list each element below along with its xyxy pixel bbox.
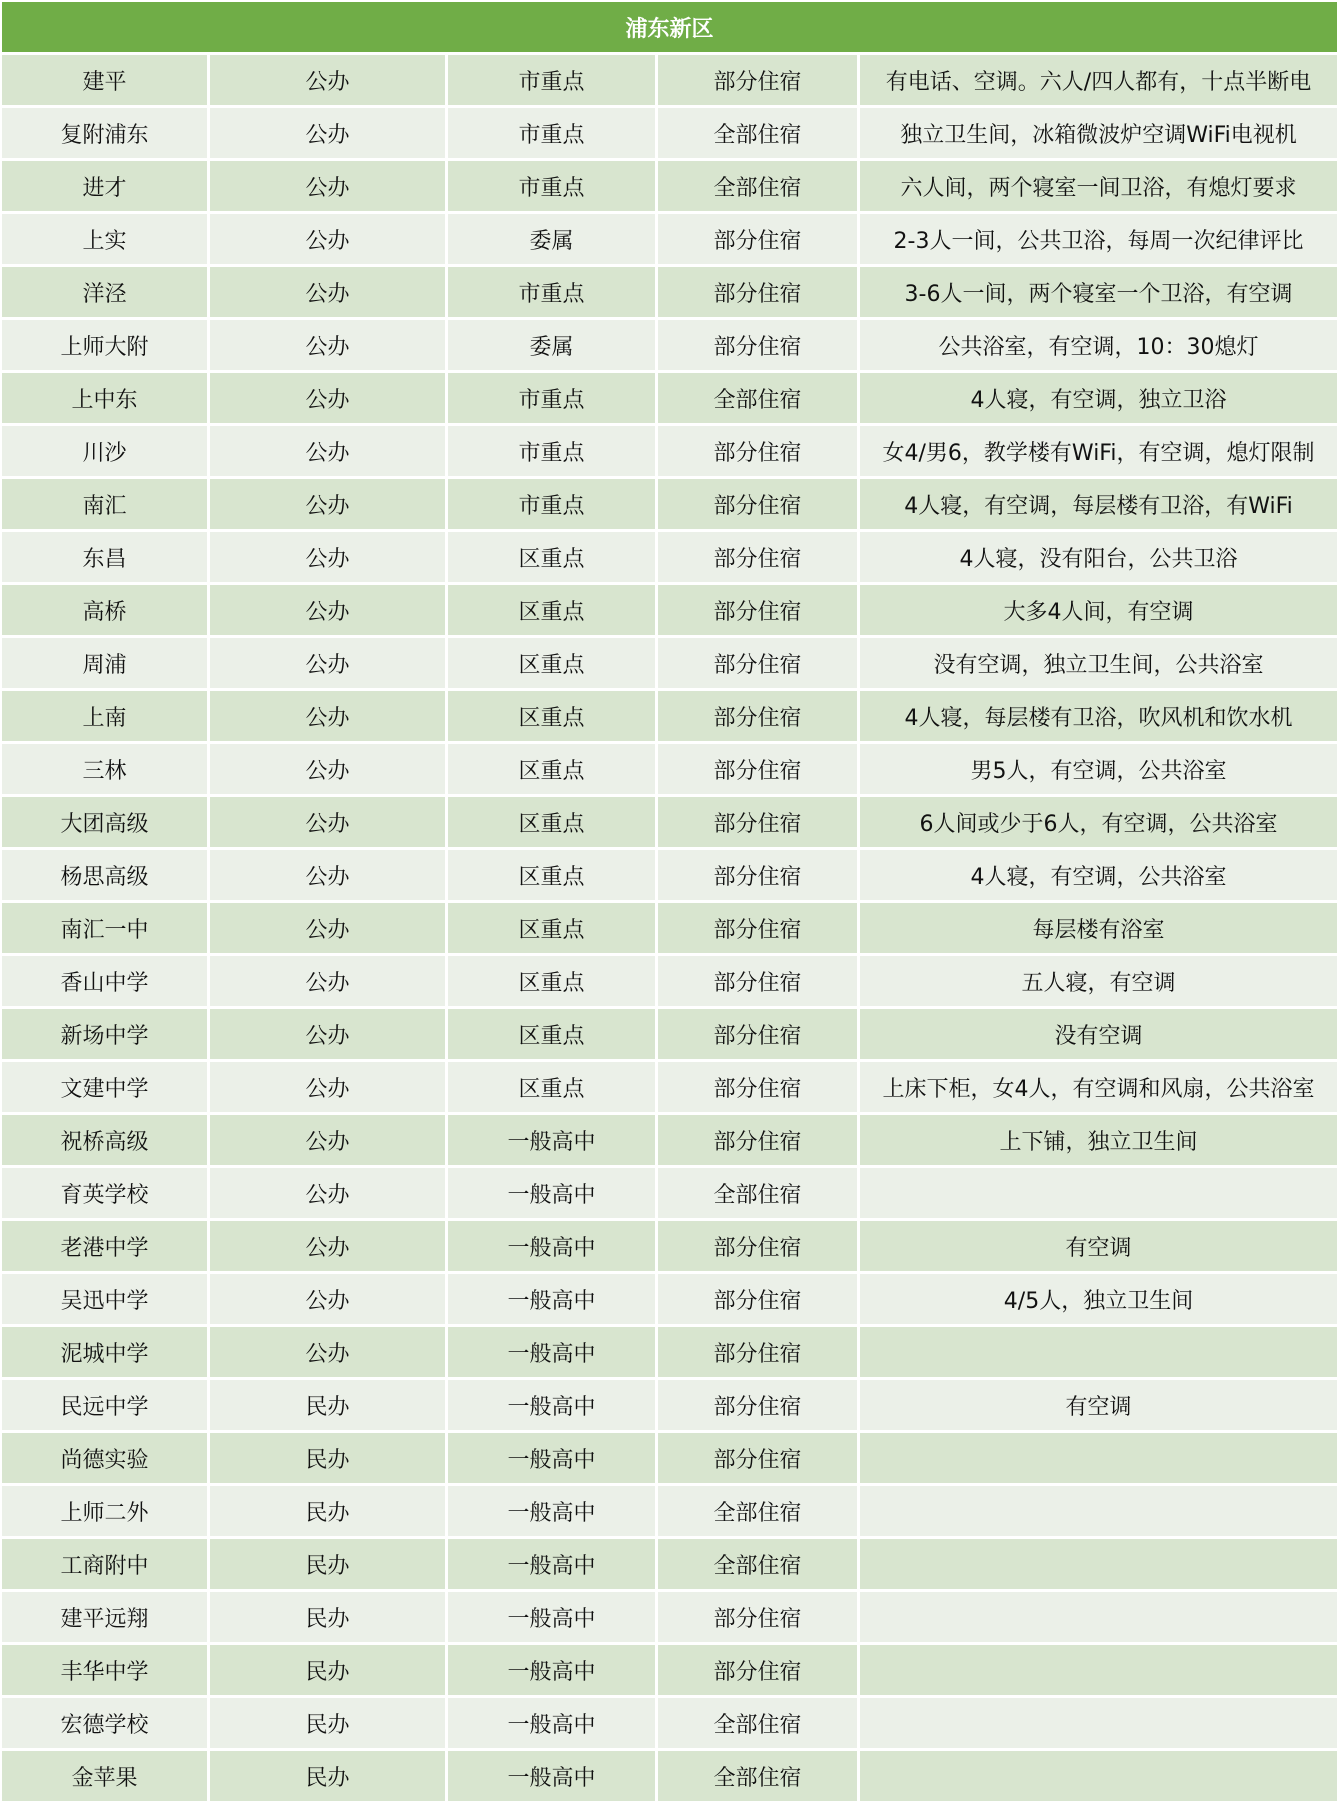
table-row bbox=[2, 638, 1337, 691]
school-type-cell: 民办 bbox=[210, 1433, 448, 1486]
school-level-cell: 区重点 bbox=[448, 744, 658, 797]
school-type-cell: 公办 bbox=[210, 426, 448, 479]
dorm-note-cell: 4人寝，有空调，每层楼有卫浴，有WiFi bbox=[860, 479, 1337, 532]
school-level-cell: 市重点 bbox=[448, 55, 658, 108]
table-row bbox=[2, 797, 1337, 850]
school-name-cell: 南汇一中 bbox=[2, 903, 210, 956]
school-level-cell: 市重点 bbox=[448, 426, 658, 479]
boarding-cell: 部分住宿 bbox=[658, 797, 860, 850]
school-name-cell: 进才 bbox=[2, 161, 210, 214]
school-type-cell: 公办 bbox=[210, 267, 448, 320]
table-row bbox=[2, 1327, 1337, 1380]
boarding-cell: 部分住宿 bbox=[658, 585, 860, 638]
school-level-cell: 市重点 bbox=[448, 267, 658, 320]
boarding-cell: 部分住宿 bbox=[658, 1009, 860, 1062]
table-row bbox=[2, 691, 1337, 744]
dorm-note-cell: 3-6人一间，两个寝室一个卫浴，有空调 bbox=[860, 267, 1337, 320]
school-type-cell: 公办 bbox=[210, 373, 448, 426]
dorm-note-cell bbox=[860, 1168, 1337, 1221]
school-name-cell: 新场中学 bbox=[2, 1009, 210, 1062]
school-type-cell: 公办 bbox=[210, 1168, 448, 1221]
school-level-cell: 一般高中 bbox=[448, 1645, 658, 1698]
dorm-note-cell bbox=[860, 1486, 1337, 1539]
table-row bbox=[2, 320, 1337, 373]
boarding-cell: 部分住宿 bbox=[658, 691, 860, 744]
school-type-cell: 民办 bbox=[210, 1592, 448, 1645]
school-type-cell: 公办 bbox=[210, 1221, 448, 1274]
school-name-cell: 上师大附 bbox=[2, 320, 210, 373]
table-row bbox=[2, 1221, 1337, 1274]
table-row bbox=[2, 744, 1337, 797]
school-name-cell: 复附浦东 bbox=[2, 108, 210, 161]
boarding-cell: 部分住宿 bbox=[658, 1645, 860, 1698]
school-level-cell: 一般高中 bbox=[448, 1274, 658, 1327]
school-type-cell: 民办 bbox=[210, 1645, 448, 1698]
table-row bbox=[2, 55, 1337, 108]
school-level-cell: 区重点 bbox=[448, 850, 658, 903]
boarding-cell: 部分住宿 bbox=[658, 320, 860, 373]
dorm-note-cell: 独立卫生间，冰箱微波炉空调WiFi电视机 bbox=[860, 108, 1337, 161]
table-row bbox=[2, 1433, 1337, 1486]
boarding-cell: 全部住宿 bbox=[658, 161, 860, 214]
table-row bbox=[2, 1380, 1337, 1433]
dorm-note-cell: 没有空调 bbox=[860, 1009, 1337, 1062]
table-row bbox=[2, 161, 1337, 214]
dorm-note-cell bbox=[860, 1592, 1337, 1645]
school-type-cell: 民办 bbox=[210, 1698, 448, 1751]
dorm-note-cell: 上床下柜，女4人，有空调和风扇，公共浴室 bbox=[860, 1062, 1337, 1115]
table-row bbox=[2, 532, 1337, 585]
dorm-note-cell: 4/5人，独立卫生间 bbox=[860, 1274, 1337, 1327]
school-type-cell: 公办 bbox=[210, 532, 448, 585]
table-row bbox=[2, 479, 1337, 532]
school-name-cell: 洋泾 bbox=[2, 267, 210, 320]
boarding-cell: 部分住宿 bbox=[658, 850, 860, 903]
school-name-cell: 民远中学 bbox=[2, 1380, 210, 1433]
school-name-cell: 香山中学 bbox=[2, 956, 210, 1009]
school-table bbox=[2, 55, 1337, 1804]
school-level-cell: 一般高中 bbox=[448, 1698, 658, 1751]
dorm-note-cell: 每层楼有浴室 bbox=[860, 903, 1337, 956]
table-row bbox=[2, 1592, 1337, 1645]
boarding-cell: 部分住宿 bbox=[658, 638, 860, 691]
boarding-cell: 部分住宿 bbox=[658, 1062, 860, 1115]
school-type-cell: 公办 bbox=[210, 214, 448, 267]
table-title: 浦东新区 bbox=[2, 2, 1337, 52]
school-name-cell: 老港中学 bbox=[2, 1221, 210, 1274]
school-level-cell: 一般高中 bbox=[448, 1751, 658, 1804]
boarding-cell: 全部住宿 bbox=[658, 373, 860, 426]
table-body bbox=[2, 55, 1337, 1804]
boarding-cell: 部分住宿 bbox=[658, 956, 860, 1009]
boarding-cell: 全部住宿 bbox=[658, 108, 860, 161]
school-type-cell: 民办 bbox=[210, 1539, 448, 1592]
boarding-cell: 部分住宿 bbox=[658, 1380, 860, 1433]
school-type-cell: 公办 bbox=[210, 320, 448, 373]
school-type-cell: 公办 bbox=[210, 1009, 448, 1062]
table-row bbox=[2, 903, 1337, 956]
school-level-cell: 委属 bbox=[448, 214, 658, 267]
dorm-note-cell: 六人间，两个寝室一间卫浴，有熄灯要求 bbox=[860, 161, 1337, 214]
boarding-cell: 部分住宿 bbox=[658, 1592, 860, 1645]
school-name-cell: 泥城中学 bbox=[2, 1327, 210, 1380]
school-level-cell: 区重点 bbox=[448, 532, 658, 585]
school-level-cell: 市重点 bbox=[448, 161, 658, 214]
dorm-note-cell: 有空调 bbox=[860, 1380, 1337, 1433]
school-level-cell: 一般高中 bbox=[448, 1327, 658, 1380]
boarding-cell: 部分住宿 bbox=[658, 426, 860, 479]
school-type-cell: 公办 bbox=[210, 797, 448, 850]
table-row bbox=[2, 1645, 1337, 1698]
dorm-note-cell bbox=[860, 1327, 1337, 1380]
school-level-cell: 一般高中 bbox=[448, 1115, 658, 1168]
dorm-note-cell: 2-3人一间，公共卫浴，每周一次纪律评比 bbox=[860, 214, 1337, 267]
table-row bbox=[2, 1115, 1337, 1168]
dorm-note-cell: 大多4人间，有空调 bbox=[860, 585, 1337, 638]
boarding-cell: 部分住宿 bbox=[658, 267, 860, 320]
school-level-cell: 一般高中 bbox=[448, 1168, 658, 1221]
table-row bbox=[2, 1751, 1337, 1804]
school-type-cell: 公办 bbox=[210, 1062, 448, 1115]
school-type-cell: 民办 bbox=[210, 1380, 448, 1433]
school-name-cell: 尚德实验 bbox=[2, 1433, 210, 1486]
table-row bbox=[2, 1698, 1337, 1751]
dorm-note-cell bbox=[860, 1539, 1337, 1592]
school-name-cell: 丰华中学 bbox=[2, 1645, 210, 1698]
dorm-note-cell bbox=[860, 1433, 1337, 1486]
school-level-cell: 区重点 bbox=[448, 956, 658, 1009]
school-level-cell: 区重点 bbox=[448, 691, 658, 744]
school-level-cell: 委属 bbox=[448, 320, 658, 373]
school-name-cell: 吴迅中学 bbox=[2, 1274, 210, 1327]
school-type-cell: 公办 bbox=[210, 1115, 448, 1168]
school-level-cell: 一般高中 bbox=[448, 1221, 658, 1274]
boarding-cell: 全部住宿 bbox=[658, 1539, 860, 1592]
school-level-cell: 一般高中 bbox=[448, 1380, 658, 1433]
school-level-cell: 一般高中 bbox=[448, 1486, 658, 1539]
school-name-cell: 东昌 bbox=[2, 532, 210, 585]
school-name-cell: 杨思高级 bbox=[2, 850, 210, 903]
boarding-cell: 全部住宿 bbox=[658, 1486, 860, 1539]
school-name-cell: 高桥 bbox=[2, 585, 210, 638]
school-level-cell: 一般高中 bbox=[448, 1592, 658, 1645]
school-name-cell: 上中东 bbox=[2, 373, 210, 426]
school-name-cell: 上南 bbox=[2, 691, 210, 744]
boarding-cell: 部分住宿 bbox=[658, 1327, 860, 1380]
dorm-note-cell: 有电话、空调。六人/四人都有，十点半断电 bbox=[860, 55, 1337, 108]
table-row bbox=[2, 267, 1337, 320]
school-type-cell: 公办 bbox=[210, 585, 448, 638]
school-name-cell: 工商附中 bbox=[2, 1539, 210, 1592]
dorm-note-cell: 五人寝，有空调 bbox=[860, 956, 1337, 1009]
school-type-cell: 公办 bbox=[210, 956, 448, 1009]
dorm-note-cell: 男5人，有空调，公共浴室 bbox=[860, 744, 1337, 797]
boarding-cell: 部分住宿 bbox=[658, 1115, 860, 1168]
boarding-cell: 全部住宿 bbox=[658, 1698, 860, 1751]
dorm-note-cell: 上下铺，独立卫生间 bbox=[860, 1115, 1337, 1168]
boarding-cell: 部分住宿 bbox=[658, 744, 860, 797]
school-type-cell: 公办 bbox=[210, 850, 448, 903]
boarding-cell: 部分住宿 bbox=[658, 532, 860, 585]
table-row bbox=[2, 1274, 1337, 1327]
school-level-cell: 区重点 bbox=[448, 1009, 658, 1062]
school-type-cell: 公办 bbox=[210, 903, 448, 956]
school-level-cell: 区重点 bbox=[448, 585, 658, 638]
school-type-cell: 公办 bbox=[210, 638, 448, 691]
school-name-cell: 祝桥高级 bbox=[2, 1115, 210, 1168]
boarding-cell: 部分住宿 bbox=[658, 214, 860, 267]
school-type-cell: 公办 bbox=[210, 744, 448, 797]
table-row bbox=[2, 373, 1337, 426]
table-row bbox=[2, 1539, 1337, 1592]
dorm-note-cell: 有空调 bbox=[860, 1221, 1337, 1274]
boarding-cell: 部分住宿 bbox=[658, 1274, 860, 1327]
school-type-cell: 民办 bbox=[210, 1751, 448, 1804]
dorm-note-cell: 公共浴室，有空调，10：30熄灯 bbox=[860, 320, 1337, 373]
school-type-cell: 民办 bbox=[210, 1486, 448, 1539]
school-type-cell: 公办 bbox=[210, 55, 448, 108]
boarding-cell: 全部住宿 bbox=[658, 1751, 860, 1804]
school-level-cell: 市重点 bbox=[448, 479, 658, 532]
dorm-note-cell: 4人寝，有空调，独立卫浴 bbox=[860, 373, 1337, 426]
school-level-cell: 区重点 bbox=[448, 638, 658, 691]
dorm-note-cell: 4人寝，没有阳台，公共卫浴 bbox=[860, 532, 1337, 585]
boarding-cell: 部分住宿 bbox=[658, 1221, 860, 1274]
table-row bbox=[2, 850, 1337, 903]
table-row bbox=[2, 1062, 1337, 1115]
dorm-note-cell bbox=[860, 1751, 1337, 1804]
table-row bbox=[2, 1168, 1337, 1221]
boarding-cell: 部分住宿 bbox=[658, 55, 860, 108]
school-name-cell: 育英学校 bbox=[2, 1168, 210, 1221]
school-level-cell: 一般高中 bbox=[448, 1539, 658, 1592]
school-name-cell: 宏德学校 bbox=[2, 1698, 210, 1751]
table-row bbox=[2, 1009, 1337, 1062]
dorm-note-cell bbox=[860, 1698, 1337, 1751]
school-level-cell: 区重点 bbox=[448, 797, 658, 850]
school-type-cell: 公办 bbox=[210, 1274, 448, 1327]
boarding-cell: 全部住宿 bbox=[658, 1168, 860, 1221]
dorm-note-cell: 4人寝，有空调，公共浴室 bbox=[860, 850, 1337, 903]
school-name-cell: 建平远翔 bbox=[2, 1592, 210, 1645]
school-type-cell: 公办 bbox=[210, 108, 448, 161]
school-level-cell: 区重点 bbox=[448, 1062, 658, 1115]
school-name-cell: 建平 bbox=[2, 55, 210, 108]
dorm-note-cell bbox=[860, 1645, 1337, 1698]
school-name-cell: 上实 bbox=[2, 214, 210, 267]
school-name-cell: 周浦 bbox=[2, 638, 210, 691]
school-level-cell: 区重点 bbox=[448, 903, 658, 956]
school-name-cell: 大团高级 bbox=[2, 797, 210, 850]
table-row bbox=[2, 585, 1337, 638]
boarding-cell: 部分住宿 bbox=[658, 903, 860, 956]
boarding-cell: 部分住宿 bbox=[658, 1433, 860, 1486]
table-row bbox=[2, 214, 1337, 267]
table-row bbox=[2, 1486, 1337, 1539]
school-name-cell: 川沙 bbox=[2, 426, 210, 479]
school-name-cell: 金苹果 bbox=[2, 1751, 210, 1804]
school-name-cell: 三林 bbox=[2, 744, 210, 797]
school-level-cell: 一般高中 bbox=[448, 1433, 658, 1486]
table-row bbox=[2, 956, 1337, 1009]
school-level-cell: 市重点 bbox=[448, 108, 658, 161]
table-row bbox=[2, 108, 1337, 161]
dorm-note-cell: 6人间或少于6人，有空调，公共浴室 bbox=[860, 797, 1337, 850]
school-name-cell: 上师二外 bbox=[2, 1486, 210, 1539]
school-name-cell: 文建中学 bbox=[2, 1062, 210, 1115]
school-type-cell: 公办 bbox=[210, 161, 448, 214]
school-type-cell: 公办 bbox=[210, 691, 448, 744]
boarding-cell: 部分住宿 bbox=[658, 479, 860, 532]
school-type-cell: 公办 bbox=[210, 1327, 448, 1380]
school-type-cell: 公办 bbox=[210, 479, 448, 532]
table-row bbox=[2, 426, 1337, 479]
dorm-note-cell: 4人寝，每层楼有卫浴，吹风机和饮水机 bbox=[860, 691, 1337, 744]
school-name-cell: 南汇 bbox=[2, 479, 210, 532]
dorm-note-cell: 没有空调，独立卫生间，公共浴室 bbox=[860, 638, 1337, 691]
school-level-cell: 市重点 bbox=[448, 373, 658, 426]
dorm-note-cell: 女4/男6，教学楼有WiFi，有空调，熄灯限制 bbox=[860, 426, 1337, 479]
